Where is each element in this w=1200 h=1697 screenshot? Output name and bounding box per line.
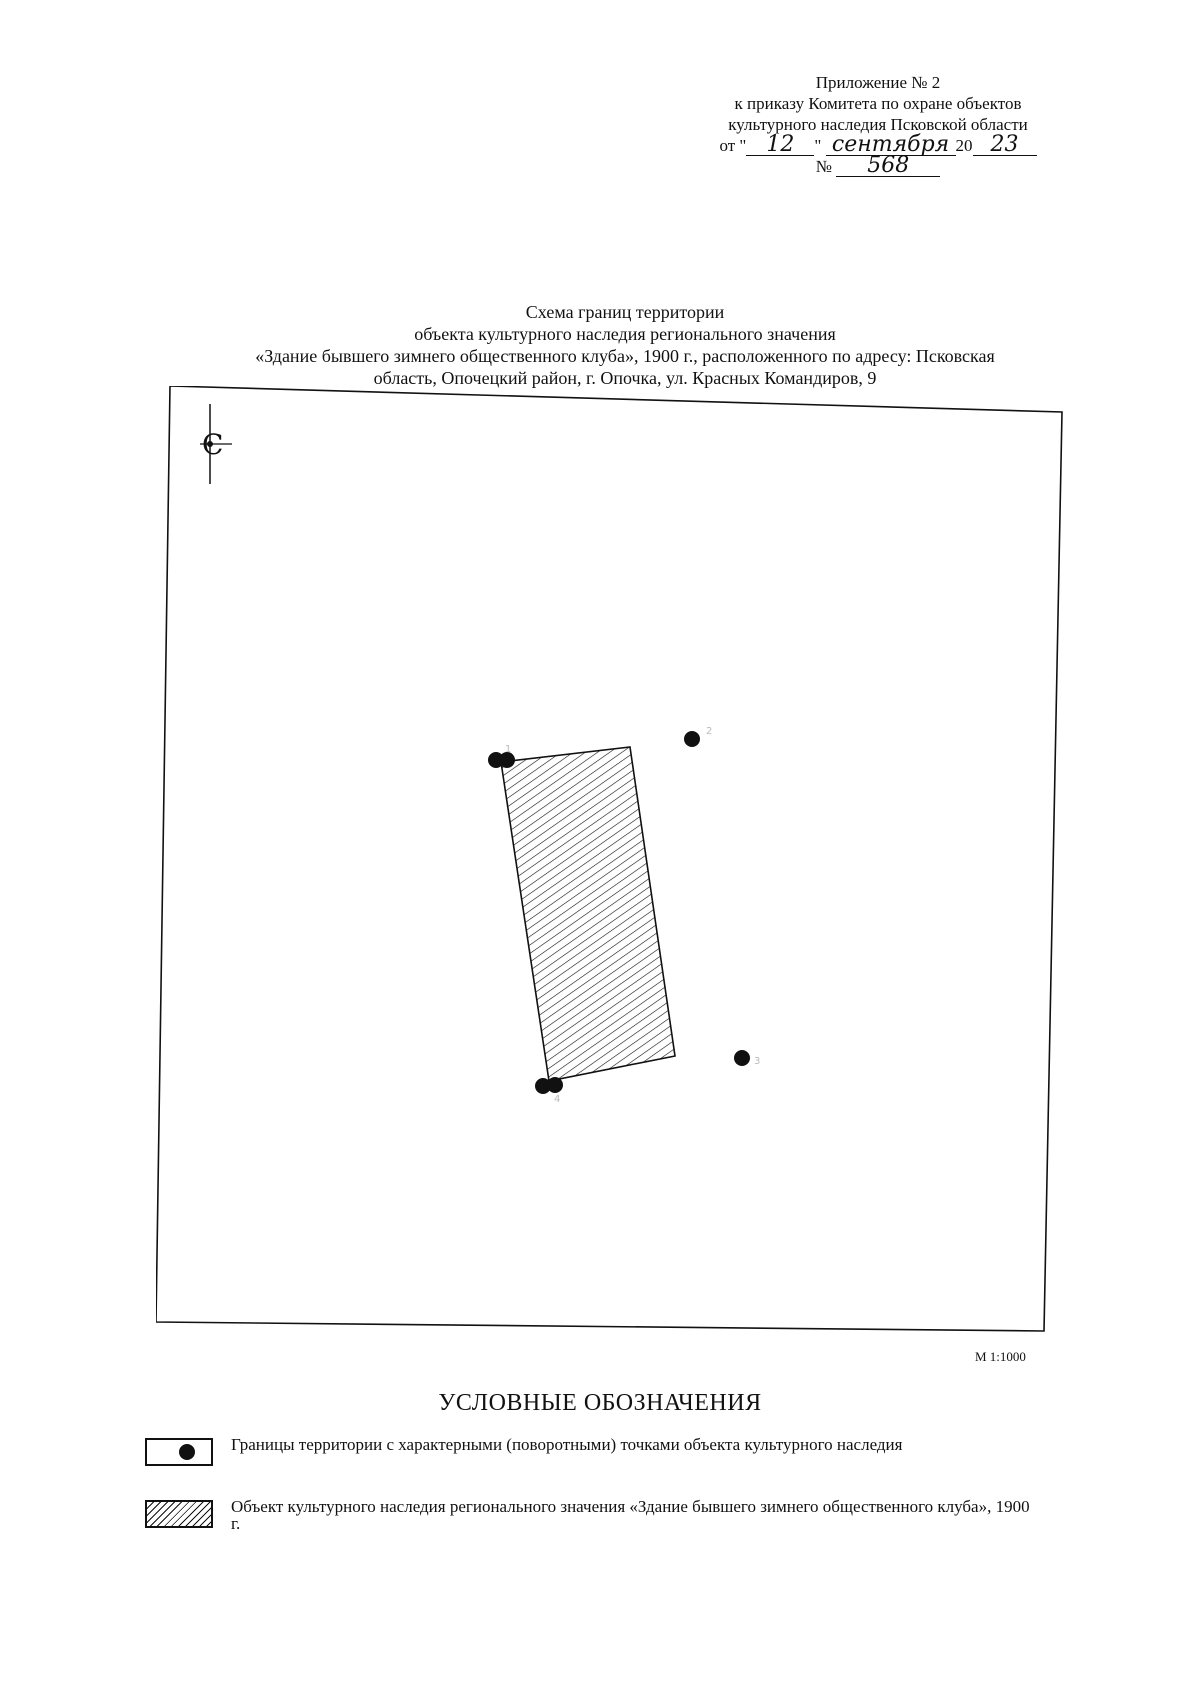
- boundary-point-icon: [145, 1438, 213, 1466]
- legend-item-text: Границы территории с характерными (поворотными) точками объекта культурного наследия: [231, 1435, 903, 1454]
- title-line-2: объекта культурного наследия регионального значения: [414, 324, 836, 344]
- title-line-1: Схема границ территории: [525, 302, 725, 322]
- date-day: 12: [746, 135, 814, 156]
- date-year: 23: [973, 135, 1037, 156]
- title-line-3: «Здание бывшего зимнего общественного клуба», 1900 г., расположенного по адресу: Псковская: [255, 346, 995, 366]
- date-quote: ": [814, 136, 822, 155]
- date-century: 20: [955, 136, 973, 155]
- title-line-4: область, Опочецкий район, г. Опочка, ул. Красных Командиров, 9: [373, 368, 877, 388]
- order-line: к приказу Комитета по охране объектов: [734, 94, 1022, 113]
- compass-icon: [200, 404, 232, 484]
- point-label: 4: [554, 1094, 561, 1105]
- committee-line: культурного наследия Псковской области: [728, 115, 1028, 134]
- document-header: [668, 72, 1088, 177]
- number-prefix: №: [815, 157, 832, 176]
- number-value: 568: [836, 156, 940, 177]
- date-month: сентября: [826, 135, 956, 156]
- order-number: [668, 153, 1088, 178]
- point-label: 1: [505, 744, 512, 755]
- heritage-object-area: [501, 747, 675, 1081]
- site-map: [156, 386, 1066, 1336]
- boundary-point: [547, 1077, 563, 1093]
- boundary-point: [734, 1050, 750, 1066]
- point-label: 2: [706, 726, 713, 737]
- boundary-point: [684, 731, 700, 747]
- legend-title: УСЛОВНЫЕ ОБОЗНАЧЕНИЯ: [438, 1390, 762, 1416]
- point-label: 3: [754, 1056, 761, 1067]
- legend-item-text: Объект культурного наследия регионального значения «Здание бывшего зимнего общественного клуба», 1900 г.: [231, 1497, 1030, 1533]
- hatched-area-icon: [145, 1500, 213, 1528]
- map-scale: М 1:1000: [975, 1349, 1026, 1364]
- appendix-label: Приложение № 2: [815, 73, 941, 92]
- north-label: С: [202, 428, 224, 461]
- scheme-title: [170, 301, 1080, 389]
- date-prefix: от ": [719, 136, 747, 155]
